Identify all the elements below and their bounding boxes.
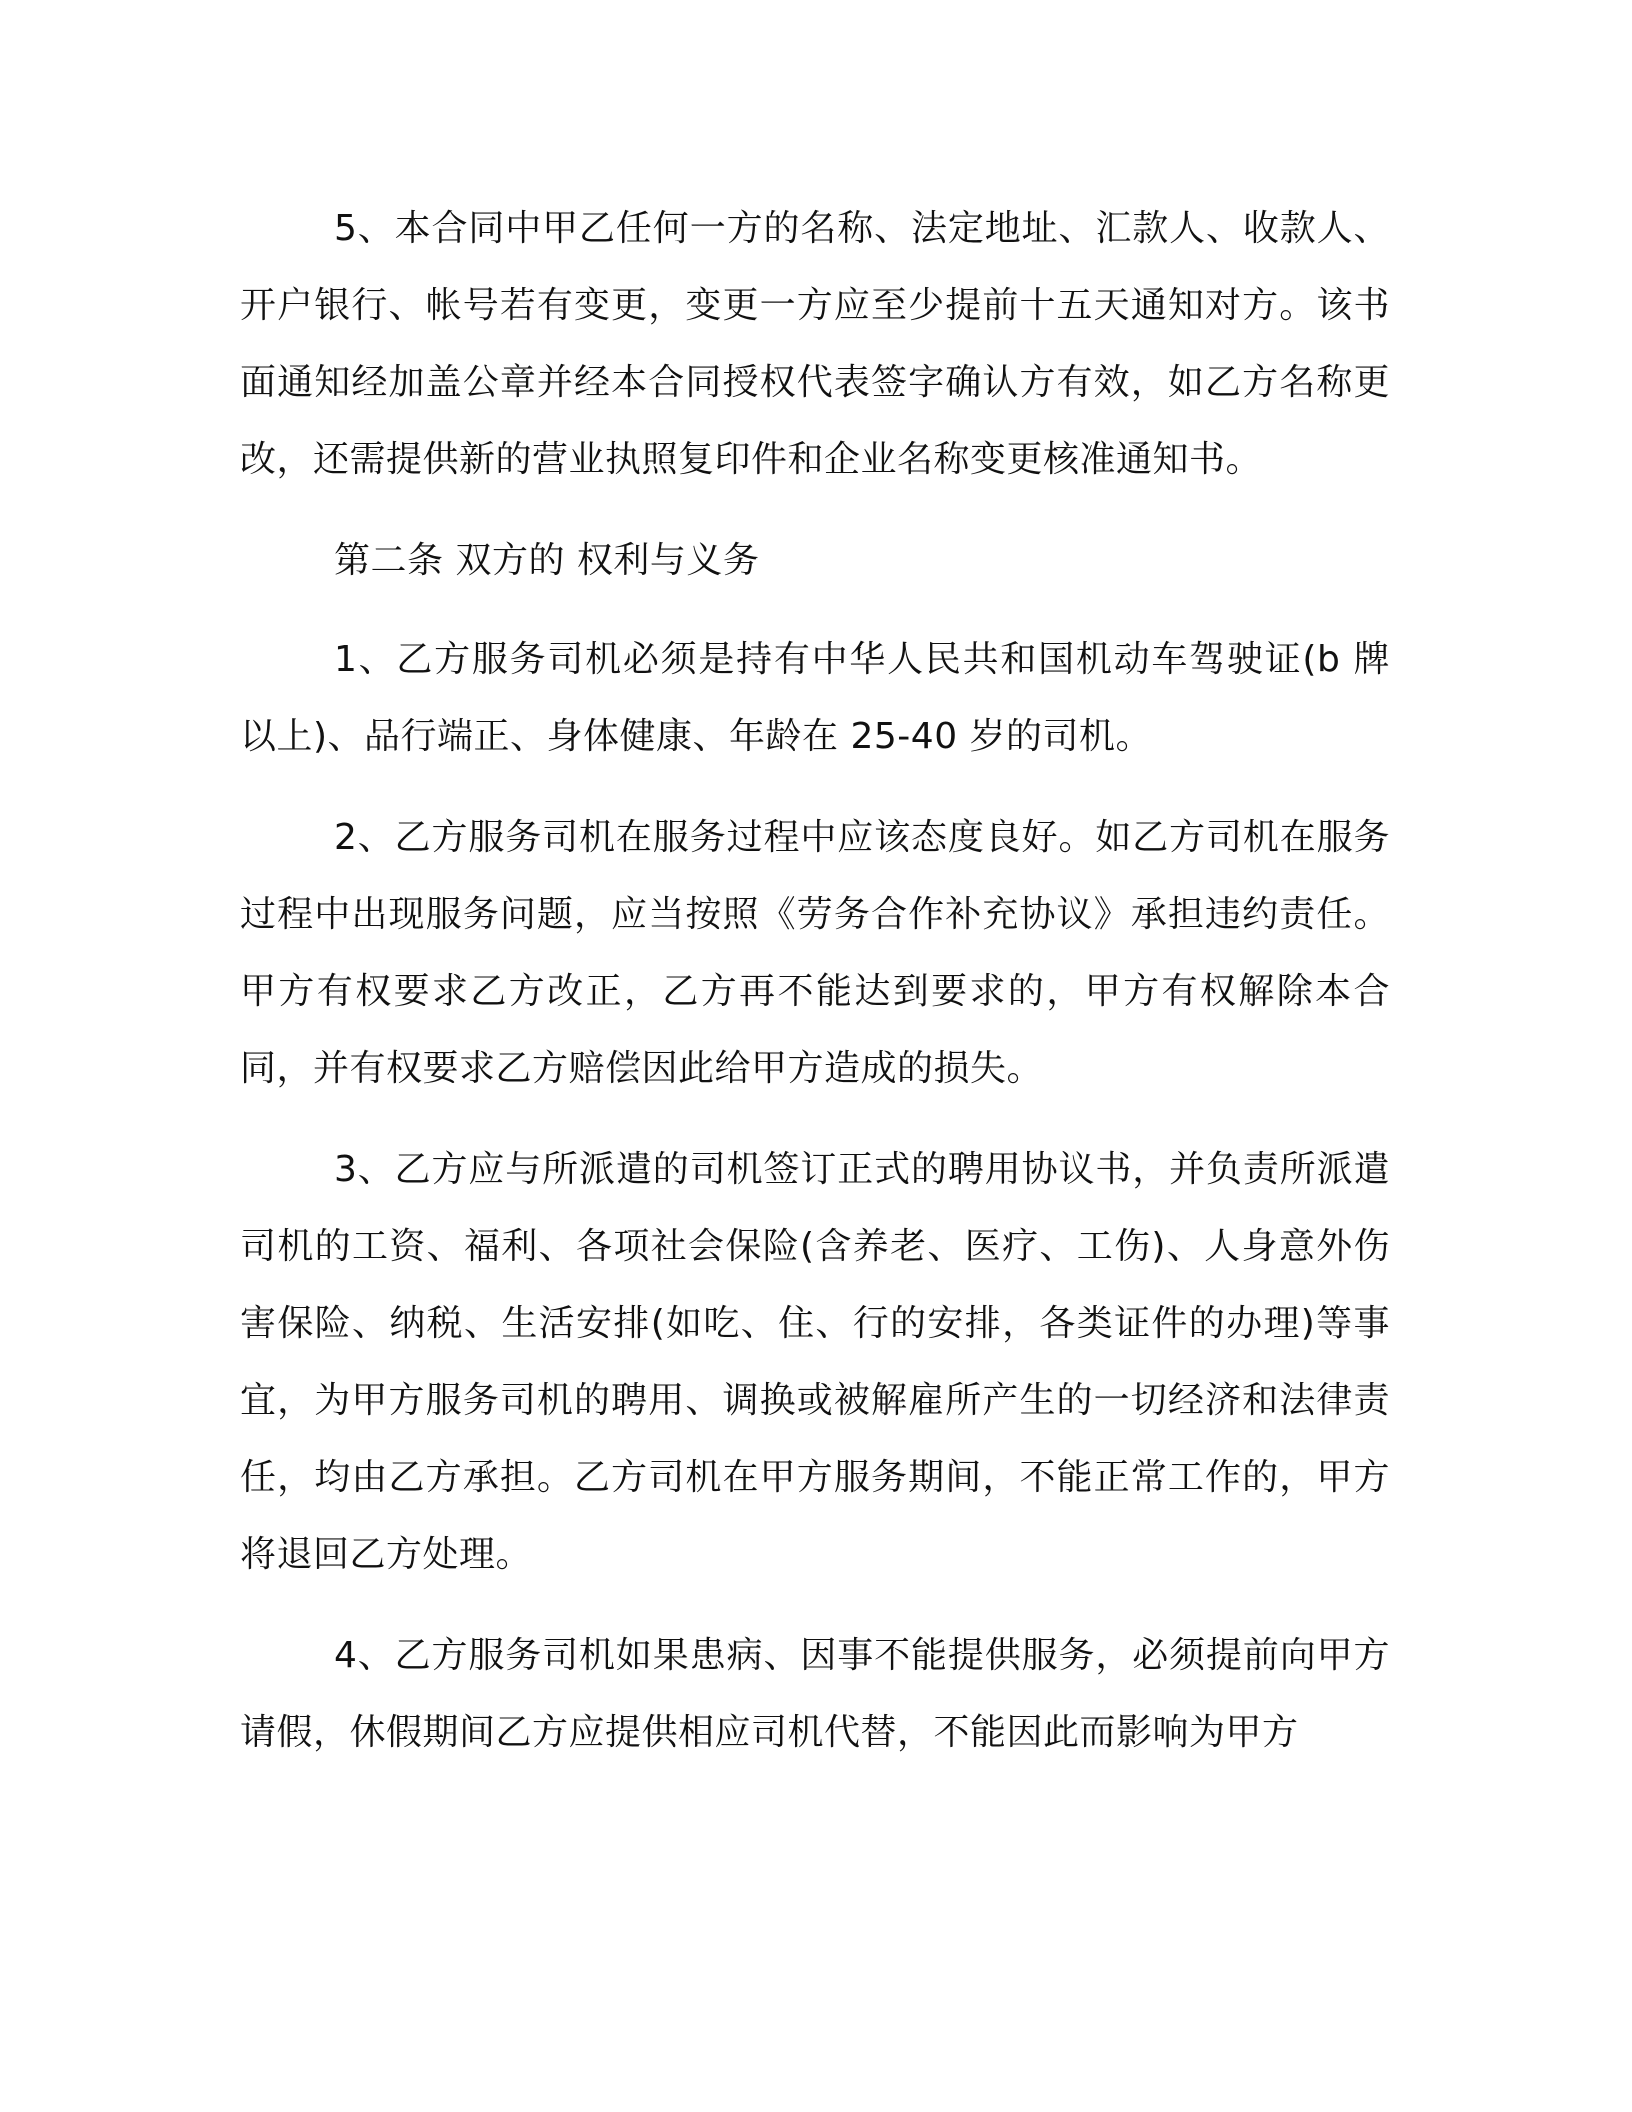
clause-5-paragraph: 5、本合同中甲乙任何一方的名称、法定地址、汇款人、收款人、开户银行、帐号若有变更，变更一方应至少提前十五天通知对方。该书面通知经加盖公章并经本合同授权代表签字确认方有效，如乙方名称更改，还需提供新的营业执照复印件和企业名称变更核准通知书。 bbox=[240, 208, 1390, 480]
document-body bbox=[240, 190, 1390, 1795]
item-3-paragraph: 3、乙方应与所派遣的司机签订正式的聘用协议书，并负责所派遣司机的工资、福利、各项社会保险(含养老、医疗、工伤)、人身意外伤害保险、纳税、生活安排(如吃、住、行的安排，各类证件的办理)等事宜，为甲方服务司机的聘用、调换或被解雇所产生的一切经济和法律责任，均由乙方承担。乙方司机在甲方服务期间，不能正常工作的，甲方将退回乙方处理。 bbox=[240, 1149, 1390, 1575]
item-1-paragraph: 1、乙方服务司机必须是持有中华人民共和国机动车驾驶证(b 牌以上)、品行端正、身体健康、年龄在 25-40 岁的司机。 bbox=[240, 639, 1390, 757]
item-2-paragraph: 2、乙方服务司机在服务过程中应该态度良好。如乙方司机在服务过程中出现服务问题，应当按照《劳务合作补充协议》承担违约责任。甲方有权要求乙方改正，乙方再不能达到要求的，甲方有权解除本合同，并有权要求乙方赔偿因此给甲方造成的损失。 bbox=[240, 817, 1390, 1089]
article-2-heading: 第二条 双方的 权利与义务 bbox=[334, 540, 760, 581]
item-4-paragraph: 4、乙方服务司机如果患病、因事不能提供服务，必须提前向甲方请假，休假期间乙方应提供相应司机代替，不能因此而影响为甲方 bbox=[240, 1635, 1390, 1753]
